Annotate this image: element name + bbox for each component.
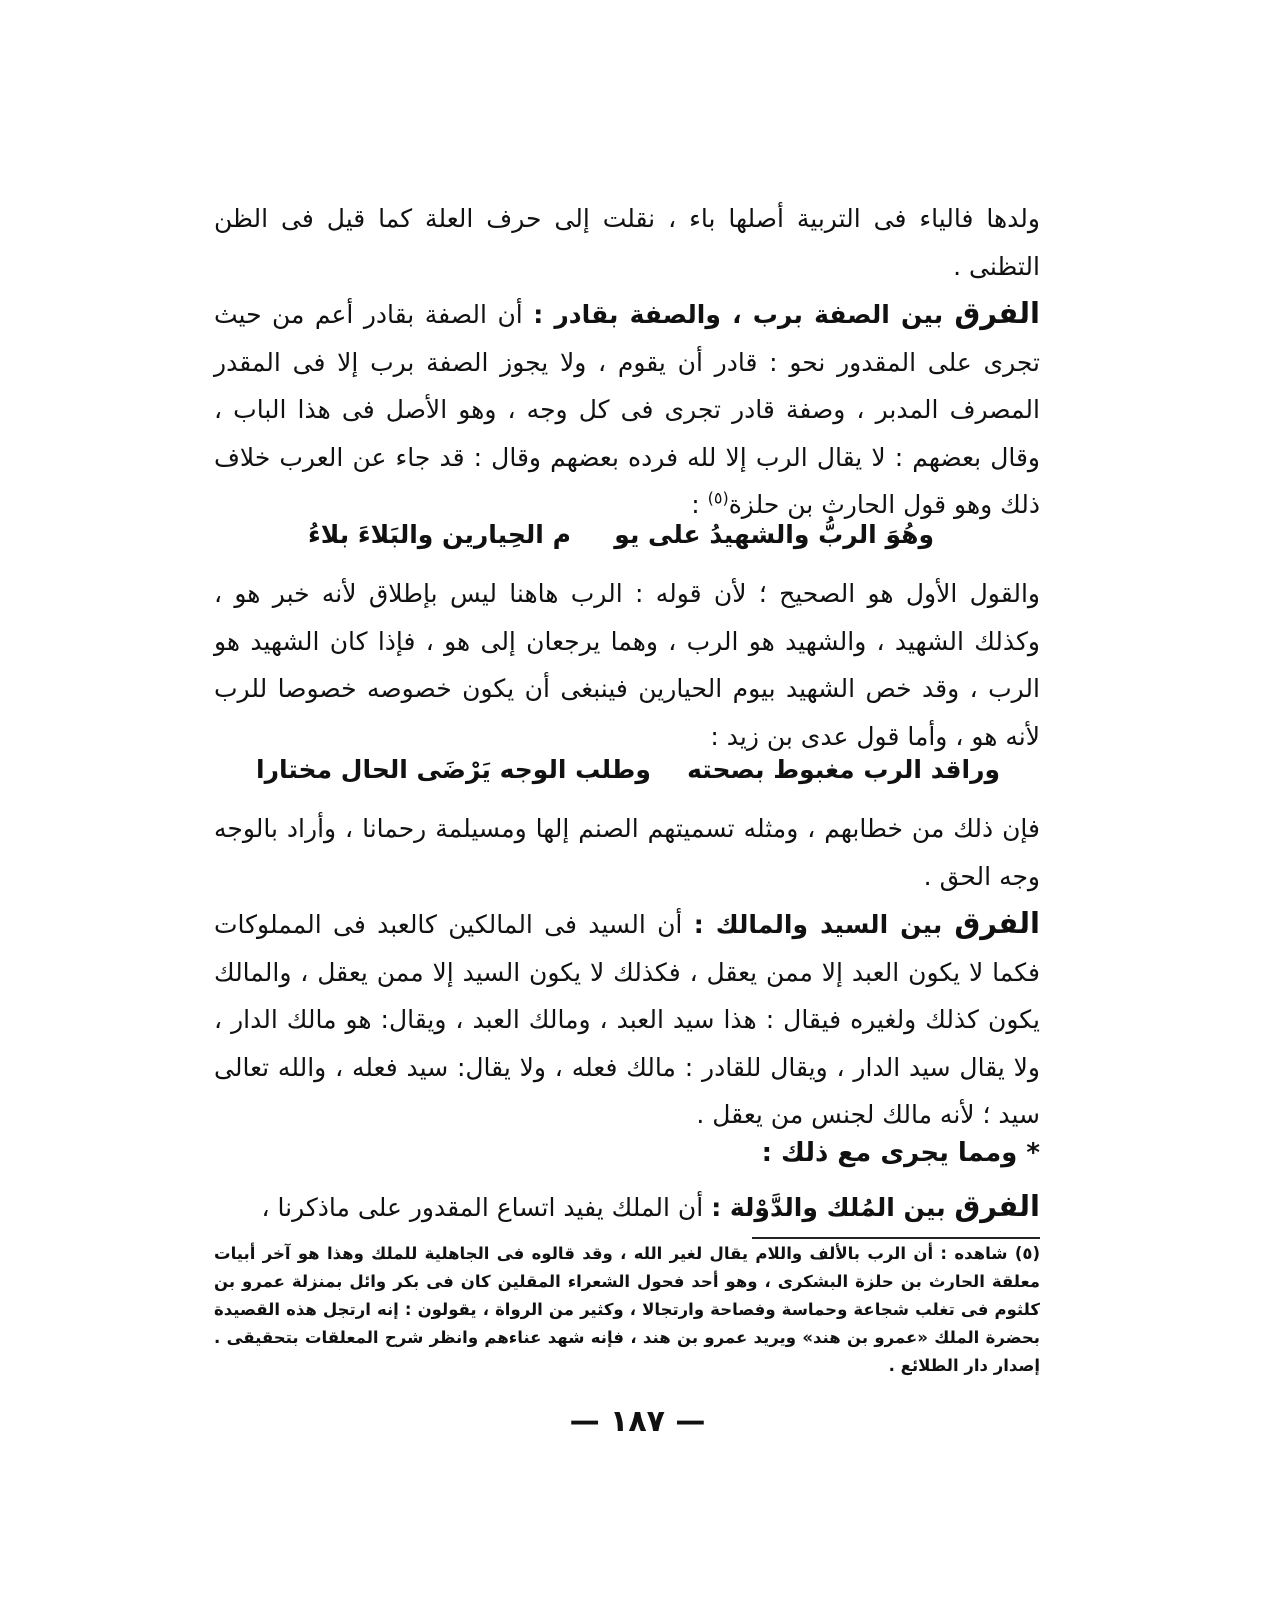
verse-1-second-hemistich: م الحِيارين والبَلاءَ بلاءُ [308, 520, 571, 549]
paragraph-3-text: والقول الأول هو الصحيح ؛ لأن قوله : الرب هاهنا ليس بإطلاق لأنه خبر هو ، وكذلك الشهيد ، والشهيد هو الرب ، وهما يرجعان إلى هو ، فإذا كان الشهيد هو الرب ، وقد خص الشهيد بيوم الحيارين فينبغى أن يكون خصوصه خصوصا للرب لأنه هو ، وأما قول عدى بن زيد : [214, 579, 1040, 751]
verse-line-2 [214, 755, 1040, 802]
paragraph-6 [214, 1183, 1040, 1232]
entry-lead-word: الفرق [954, 1189, 1040, 1223]
paragraph-4-text: فإن ذلك من خطابهم ، ومثله تسميتهم الصنم إلها ومسيلمة رحمانا ، وأراد بالوجه وجه الحق . [214, 814, 1040, 891]
paragraph-2-text: أن الصفة بقادر أعم من حيث تجرى على المقدور نحو : قادر أن يقوم ، ولا يجوز الصفة برب إلا فى المقدر المصرف المدبر ، وصفة قادر تجرى فى كل وجه ، وهو الأصل فى هذا الباب ، وقال بعضهم : لا يقال الرب إلا لله فرده بعضهم وقال : قد جاء عن العرب خلاف ذلك وهو قول الحارث بن حلزة [214, 300, 1040, 519]
paragraph-1 [214, 195, 1040, 290]
paragraph-6-text: أن الملك يفيد اتساع المقدور على ماذكرنا ، [261, 1193, 712, 1222]
footnote-separator [752, 1237, 1040, 1239]
paragraph-6-body [214, 1183, 1040, 1232]
paragraph-3 [214, 570, 1040, 760]
entry-lead-word: الفرق [954, 296, 1040, 330]
paragraph-5-body [214, 900, 1040, 1139]
paragraph-5-text: أن السيد فى المالكين كالعبد فى المملوكات فكما لا يكون العبد إلا ممن يعقل ، فكذلك لا يكون السيد إلا ممن يعقل ، والمالك يكون كذلك ولغيره فيقال : هذا سيد العبد ، ومالك العبد ، ويقال: هو مالك الدار ، ولا يقال سيد الدار ، ويقال للقادر : مالك فعله ، ولا يقال: سيد فعله ، والله تعالى سيد ؛ لأنه مالك لجنس من يعقل . [214, 910, 1040, 1129]
paragraph-4 [214, 805, 1040, 900]
verse-line-1 [214, 520, 1040, 567]
page-number: — ١٨٧ — [569, 1404, 706, 1439]
entry-lead-word: الفرق [954, 906, 1040, 940]
paragraph-2-body [214, 290, 1040, 529]
verse-2-second-hemistich: وطلب الوجه يَرْضَى الحال مختارا [256, 755, 651, 784]
verse-2-first-hemistich: وراقد الرب مغبوط بصحته [687, 755, 1000, 784]
footnote: (٥) شاهده : أن الرب بالألف واللام يقال لغير الله ، وقد قالوه فى الجاهلية للملك وهذا هو آخر أبيات معلقة الحارث بن حلزة البشكرى ، وهو أحد فحول الشعراء المقلين كان فى بكر وائل بمنزلة عمرو بن كلثوم فى تغلب شجاعة وحماسة وفصاحة وارتجالا ، وكثير من الرواة ، يقولون : إنه ارتجل هذه القصيدة بحضرة الملك «عمرو بن هند» ويريد عمرو بن هند ، فإنه شهد عناءهم وانظر شرح المعلقات بتحقيقى . إصدار دار الطلائع . [214, 1244, 1040, 1375]
entry-title: بين المُلك والدَّوْلة : [711, 1193, 955, 1222]
paragraph-2-tail: : [691, 490, 708, 519]
footnote-marker: (٥) [707, 488, 729, 508]
section-heading: * ومما يجرى مع ذلك : [761, 1138, 1040, 1168]
entry-title: بين الصفة برب ، والصفة بقادر : [533, 300, 955, 329]
verse-1-first-hemistich: وهُوَ الربُّ والشهيدُ على يو [614, 520, 934, 549]
paragraph-5 [214, 900, 1040, 1139]
entry-title: بين السيد والمالك : [693, 910, 955, 939]
paragraph-1-text: ولدها فالياء فى التربية أصلها باء ، نقلت إلى حرف العلة كما قيل فى الظن التظنى . [214, 204, 1040, 281]
paragraph-2 [214, 290, 1040, 529]
